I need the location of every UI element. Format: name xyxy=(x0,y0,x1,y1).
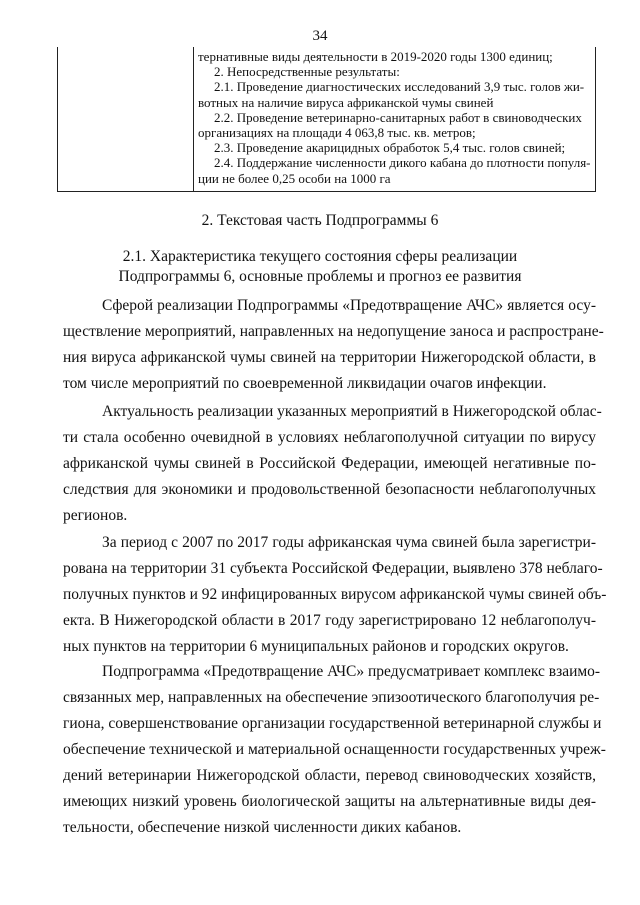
paragraph-line: гиона, совершенствование организации государственной ветеринарной службы и xyxy=(63,715,602,732)
subsection-heading-line1: 2.1. Характеристика текущего состояния сферы реализации xyxy=(122,248,518,265)
table-line: 2.3. Проведение акарицидных обработок 5,4 тыс. голов свиней; xyxy=(214,140,566,156)
table-line: тернативные виды деятельности в 2019-2020 годы 1300 единиц; xyxy=(198,49,553,64)
paragraph-line: ти стала особенно очевидной в условиях неблагополучной ситуации по вирусу xyxy=(63,429,596,446)
paragraph-relevance xyxy=(63,399,602,529)
table-results-cell xyxy=(194,47,595,191)
paragraph-line: тельности, обеспечение низкой численности диких кабанов. xyxy=(63,819,462,836)
subsection-heading-line2: Подпрограммы 6, основные проблемы и прогноз ее развития xyxy=(118,268,522,285)
results-table xyxy=(57,47,596,192)
paragraph-line: африканской чумы свиней в Российской Федерации, имеющей негативные по- xyxy=(63,455,596,472)
paragraph-line: екта. В Нижегородской области в 2017 году зарегистрировано 12 неблагополуч- xyxy=(63,612,596,629)
paragraph-measures xyxy=(63,659,606,841)
paragraph-line: дений ветеринарии Нижегородской области, перевод свиноводческих хозяйств, xyxy=(63,767,596,784)
table-line: 2.2. Проведение ветеринарно-санитарных работ в свиноводческих xyxy=(214,109,582,125)
paragraph-line: связанных мер, направленных на обеспечение эпизоотического благополучия ре- xyxy=(63,689,600,706)
table-line: 2.4. Поддержание численности дикого кабана до плотности популя- xyxy=(214,155,591,171)
table-line: ции не более 0,25 особи на 1000 га xyxy=(198,170,391,186)
paragraph-line: За период с 2007 по 2017 годы африканская чума свиней была зарегистри- xyxy=(102,534,596,551)
paragraph-line: получных пунктов и 92 инфицированных вирусом африканской чумы свиней объ- xyxy=(63,586,607,603)
paragraph-line: ния вируса африканской чумы свиней на территории Нижегородской области, в xyxy=(63,349,596,366)
paragraph-line: Актуальность реализации указанных мероприятий в Нижегородской облас- xyxy=(102,403,602,420)
paragraph-line: обеспечение технической и материальной оснащенности государственных учреж- xyxy=(63,741,606,758)
paragraph-line: ных пунктов на территории 6 муниципальных районов и городских округов. xyxy=(63,638,569,655)
paragraph-line: том числе мероприятий по своевременной ликвидации очагов инфекции. xyxy=(63,375,547,392)
table-line: вотных на наличие вируса африканской чумы свиней xyxy=(198,94,494,110)
paragraph-line: имеющих низкий уровень биологической защиты на альтернативные виды дея- xyxy=(63,793,596,810)
paragraph-scope xyxy=(63,293,604,397)
paragraph-line: следствия для экономики и продовольственной безопасности неблагополучных xyxy=(63,481,596,498)
table-line: 2. Непосредственные результаты: xyxy=(214,64,400,80)
page-number: 34 xyxy=(312,28,328,44)
paragraph-statistics xyxy=(63,530,607,660)
section-heading: 2. Текстовая часть Подпрограммы 6 xyxy=(201,212,439,229)
paragraph-line: рована на территории 31 субъекта Российской Федерации, выявлено 378 неблаго- xyxy=(63,560,603,577)
table-line: организациях на площади 4 063,8 тыс. кв. метров; xyxy=(198,125,476,141)
table-line: 2.1. Проведение диагностических исследований 3,9 тыс. голов жи- xyxy=(214,79,585,95)
paragraph-line: Сферой реализации Подпрограммы «Предотвращение АЧС» является осу- xyxy=(102,297,596,314)
table-empty-cell xyxy=(58,47,194,191)
paragraph-line: Подпрограмма «Предотвращение АЧС» предусматривает комплекс взаимо- xyxy=(102,663,601,680)
paragraph-line: регионов. xyxy=(63,507,128,524)
paragraph-line: ществление мероприятий, направленных на недопущение заноса и распростране- xyxy=(63,323,604,340)
